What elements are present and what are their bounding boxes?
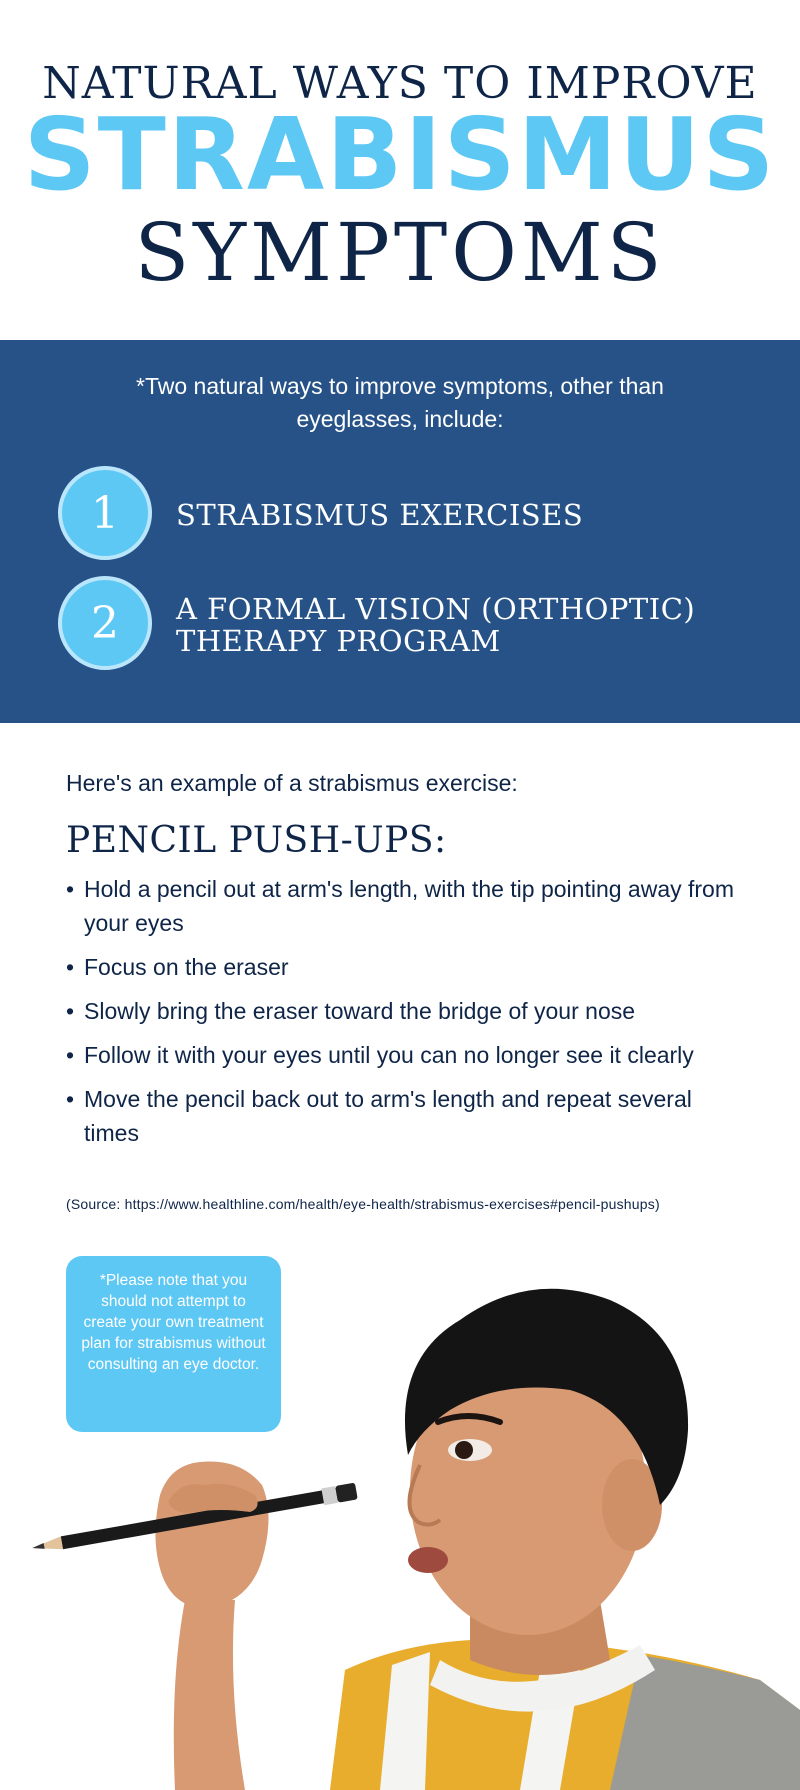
- pencil-eraser: [335, 1483, 358, 1503]
- step-2: [58, 576, 758, 674]
- title-block: [0, 0, 800, 340]
- step-number: 1: [91, 487, 119, 539]
- list-item-text: Move the pencil back out to arm's length and repeat several times: [84, 1086, 692, 1146]
- list-item-text: Focus on the eraser: [84, 954, 289, 980]
- exercise-intro: Here's an example of a strabismus exercise:: [66, 770, 518, 796]
- title-line-3: SYMPTOMS: [134, 206, 666, 299]
- exercise-heading: PENCIL PUSH-UPS:: [66, 820, 447, 861]
- step-label: STRABISMUS EXERCISES: [176, 498, 584, 532]
- mouth: [408, 1547, 448, 1573]
- title-line-2: STRABISMUS: [23, 96, 777, 213]
- ways-band: [0, 340, 800, 723]
- bullet-dot: •: [66, 1086, 75, 1112]
- bullet-dot: •: [66, 1042, 75, 1068]
- pencil-tip-wood: [31, 1536, 63, 1554]
- hand: [155, 1461, 268, 1608]
- list-item: [66, 950, 746, 984]
- title-line-1: NATURAL WAYS TO IMPROVE: [42, 58, 758, 109]
- list-item-text: Hold a pencil out at arm's length, with the tip pointing away from your eyes: [84, 876, 735, 936]
- list-item: [66, 1082, 746, 1150]
- eye-pupil: [455, 1441, 473, 1459]
- step-number-circle: [58, 576, 152, 670]
- list-item: [66, 872, 746, 940]
- step-label: A FORMAL VISION (ORTHOPTIC) THERAPY PROGRAM: [176, 592, 696, 658]
- source-citation: (Source: https://www.healthline.com/health/eye-health/strabismus-exercises#pencil-pushups): [66, 1196, 660, 1212]
- arm: [174, 1600, 245, 1790]
- pencil-ferrule: [321, 1486, 338, 1505]
- pencil-tip-lead: [32, 1543, 45, 1551]
- list-item-text: Slowly bring the eraser toward the bridge of your nose: [84, 998, 636, 1024]
- bullet-dot: •: [66, 954, 75, 980]
- step-1: [58, 466, 758, 564]
- bullet-dot: •: [66, 876, 75, 902]
- list-item: [66, 994, 746, 1028]
- list-item: [66, 1038, 746, 1072]
- list-item-text: Follow it with your eyes until you can no longer see it clearly: [84, 1042, 694, 1068]
- step-number-circle: [58, 466, 152, 560]
- exercise-steps-list: [66, 872, 746, 1160]
- step-number: 2: [91, 597, 119, 649]
- band-intro-text: *Two natural ways to improve symptoms, other than eyeglasses, include:: [136, 373, 664, 432]
- bullet-dot: •: [66, 998, 75, 1024]
- disclaimer-note: *Please note that you should not attempt to create your own treatment plan for strabismus without consulting an eye doctor.: [66, 1256, 281, 1432]
